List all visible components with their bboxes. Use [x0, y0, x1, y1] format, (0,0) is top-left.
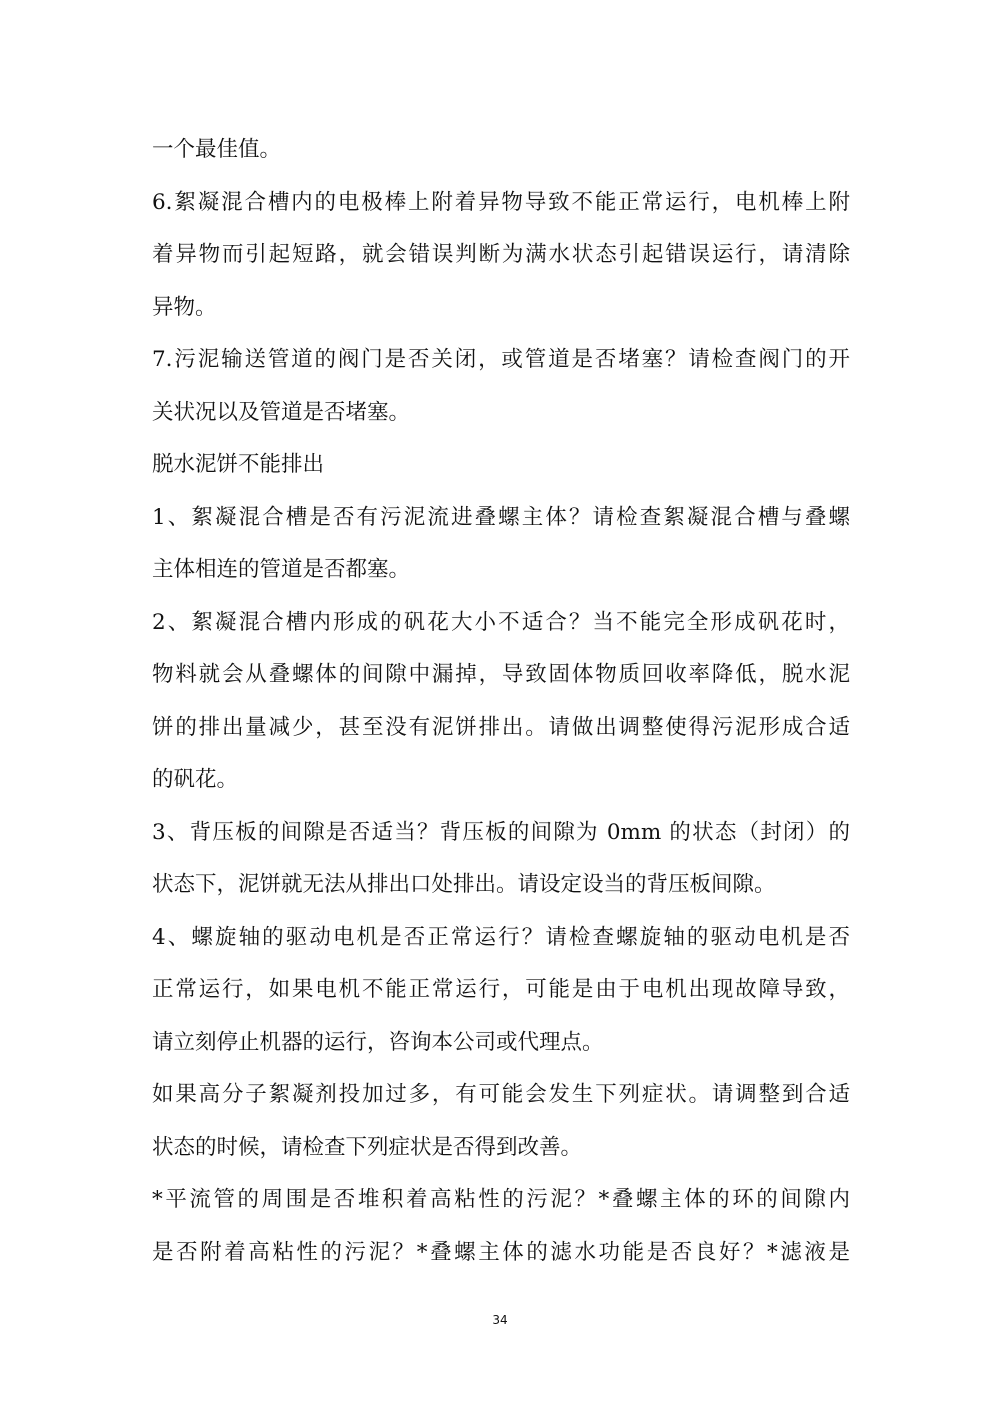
text-line: 的矾花。	[152, 767, 239, 792]
text-line: 异物。	[152, 294, 217, 320]
paragraph-item-1	[152, 492, 850, 597]
text-line: 6.絮凝混合槽内的电极棒上附着异物导致不能正常运行，电机棒上附	[152, 189, 850, 215]
text-line: 物料就会从叠螺体的间隙中漏掉，导致固体物质回收率降低，脱水泥	[152, 662, 850, 687]
text-line: 3、背压板的间隙是否适当？背压板的间隙为 0mm 的状态（封闭）的	[152, 819, 850, 845]
text-line: 着异物而引起短路，就会错误判断为满水状态引起错误运行，请清除	[152, 242, 850, 267]
text-line: 状态的时候，请检查下列症状是否得到改善。	[152, 1134, 583, 1160]
section-heading	[152, 439, 850, 492]
paragraph-flocculant-note	[152, 1069, 850, 1174]
text-line: 正常运行，如果电机不能正常运行，可能是由于电机出现故障导致，	[152, 977, 850, 1002]
paragraph-item-2	[152, 597, 850, 807]
text-line: 如果高分子絮凝剂投加过多，有可能会发生下列症状。请调整到合适	[152, 1082, 850, 1107]
text-line: 饼的排出量减少，甚至没有泥饼排出。请做出调整使得污泥形成合适	[152, 714, 850, 740]
text-line: 请立刻停止机器的运行，咨询本公司或代理点。	[152, 1029, 604, 1055]
text-line: 主体相连的管道是否都塞。	[152, 557, 411, 582]
text-line: 是否附着高粘性的污泥？*叠螺主体的滤水功能是否良好？*滤液是	[152, 1239, 850, 1265]
paragraph-item-6	[152, 177, 850, 335]
text-line: 关状况以及管道是否堵塞。	[152, 399, 411, 425]
paragraph-symptom-list	[152, 1174, 850, 1279]
text-line: 2、絮凝混合槽内形成的矾花大小不适合？当不能完全形成矾花时，	[152, 609, 850, 635]
text-line: *平流管的周围是否堆积着高粘性的污泥？*叠螺主体的环的间隙内	[152, 1187, 850, 1212]
document-body	[152, 124, 850, 1279]
paragraph-item-4	[152, 912, 850, 1070]
paragraph-continuation	[152, 124, 850, 177]
paragraph-item-7	[152, 334, 850, 439]
text-line: 7.污泥输送管道的阀门是否关闭，或管道是否堵塞？请检查阀门的开	[152, 347, 850, 372]
text-line: 1、絮凝混合槽是否有污泥流进叠螺主体？请检查絮凝混合槽与叠螺	[152, 504, 850, 530]
text-line: 4、螺旋轴的驱动电机是否正常运行？请检查螺旋轴的驱动电机是否	[152, 924, 850, 950]
text-line: 脱水泥饼不能排出	[152, 452, 325, 477]
paragraph-item-3	[152, 807, 850, 912]
page-number: 34	[492, 1313, 508, 1327]
text-line: 一个最佳值。	[152, 137, 282, 162]
text-line: 状态下，泥饼就无法从排出口处排出。请设定设当的背压板间隙。	[152, 872, 776, 897]
